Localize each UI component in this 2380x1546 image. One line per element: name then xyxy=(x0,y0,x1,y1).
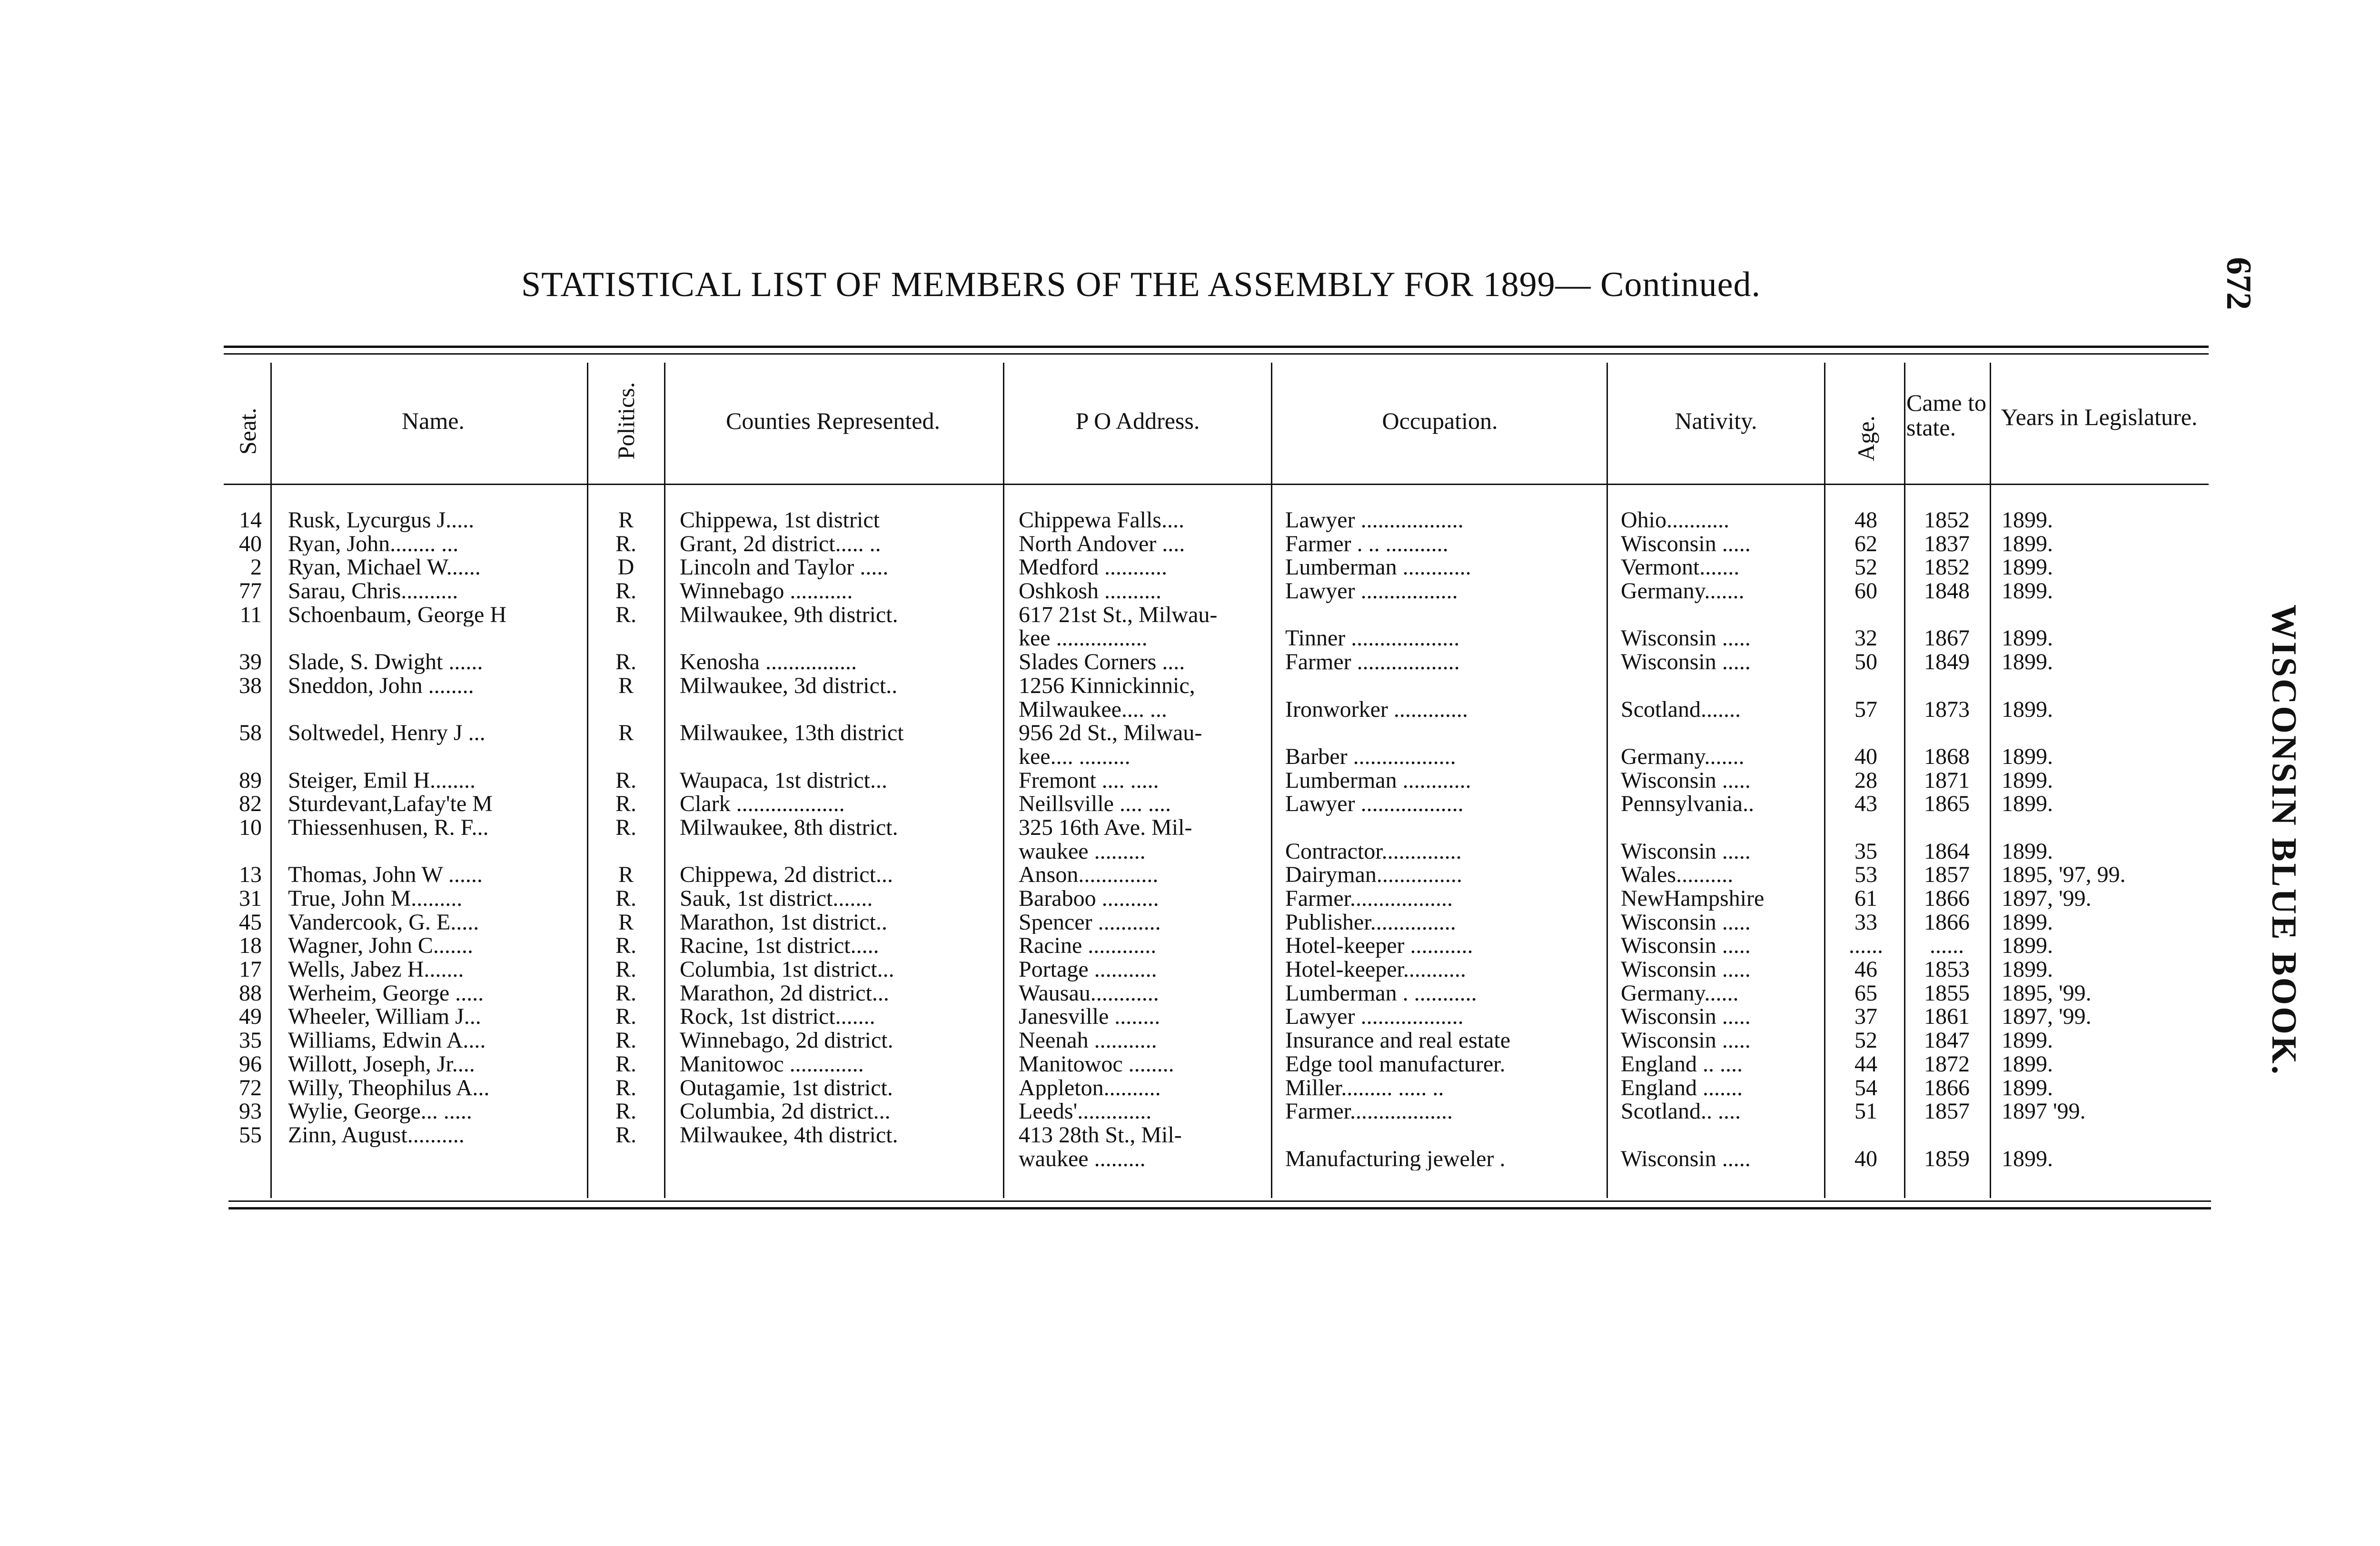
name-cell: Vandercook, G. E..... xyxy=(288,910,479,934)
years-cell: 1897, '99. xyxy=(2002,887,2092,911)
came-to-state-cell: 1855 xyxy=(1924,981,1970,1005)
age-cell: 37 xyxy=(1854,1005,1877,1029)
nativity-cell: Wisconsin ..... xyxy=(1621,532,1751,556)
nativity-cell: Scotland.. .... xyxy=(1621,1100,1741,1123)
county-cell: Columbia, 2d district... xyxy=(680,1100,891,1123)
name-cell: Thiessenhusen, R. F... xyxy=(288,815,489,840)
years-cell: 1899. xyxy=(2002,1076,2053,1100)
age-cell: 48 xyxy=(1854,508,1877,532)
years-cell: 1899. xyxy=(2002,555,2053,580)
county-cell: Winnebago ........... xyxy=(680,579,853,603)
politics-cell: R xyxy=(618,508,634,532)
nativity-cell: Wisconsin ..... xyxy=(1621,1029,1751,1052)
table-row xyxy=(0,532,2380,556)
nativity-cell: NewHampshire xyxy=(1621,887,1765,911)
table-row xyxy=(0,603,2380,627)
header-nativity: Nativity. xyxy=(1675,407,1757,434)
years-cell: 1899. xyxy=(2002,508,2053,532)
po-address-cell: Milwaukee.... ... xyxy=(1019,697,1167,722)
name-cell: True, John M......... xyxy=(288,887,463,911)
years-cell: 1897 '99. xyxy=(2002,1100,2086,1123)
table-row xyxy=(0,698,2380,722)
politics-cell: R. xyxy=(615,815,636,840)
politics-cell: R. xyxy=(615,1123,636,1147)
name-cell: Williams, Edwin A.... xyxy=(288,1029,486,1052)
occupation-cell: Miller......... ..... .. xyxy=(1285,1076,1444,1100)
nativity-cell: Wisconsin ..... xyxy=(1621,1147,1751,1171)
politics-cell: R. xyxy=(615,792,636,816)
age-cell: 35 xyxy=(1854,839,1877,863)
nativity-cell: Germany....... xyxy=(1621,744,1745,769)
occupation-cell: Farmer.................. xyxy=(1285,887,1453,911)
came-to-state-cell: 1867 xyxy=(1924,626,1970,651)
name-cell: Schoenbaum, George H xyxy=(288,603,506,627)
politics-cell: R. xyxy=(615,1076,636,1100)
politics-cell: R. xyxy=(615,887,636,911)
occupation-cell: Lawyer .................. xyxy=(1285,508,1464,532)
politics-cell: D xyxy=(617,555,635,580)
came-to-state-cell: 1852 xyxy=(1924,555,1970,580)
po-address-cell: Fremont .... ..... xyxy=(1019,768,1159,793)
seat-cell: 2 xyxy=(250,555,262,580)
county-cell: Milwaukee, 3d district.. xyxy=(680,674,898,698)
seat-cell: 10 xyxy=(239,815,262,840)
county-cell: Winnebago, 2d district. xyxy=(680,1029,893,1052)
county-cell: Milwaukee, 9th district. xyxy=(680,603,898,627)
seat-cell: 72 xyxy=(239,1076,262,1100)
po-address-cell: 956 2d St., Milwau- xyxy=(1019,721,1202,745)
po-address-cell: Anson.............. xyxy=(1019,863,1159,887)
years-cell: 1899. xyxy=(2002,1052,2053,1076)
table-row xyxy=(0,674,2380,698)
table-row xyxy=(0,626,2380,650)
name-cell: Willott, Joseph, Jr.... xyxy=(288,1052,475,1076)
occupation-cell: Lawyer .................. xyxy=(1285,1005,1464,1029)
age-cell: 40 xyxy=(1854,744,1877,769)
county-cell: Columbia, 1st district... xyxy=(680,958,894,981)
nativity-cell: Wisconsin ..... xyxy=(1621,768,1751,793)
age-cell: 52 xyxy=(1854,555,1877,580)
years-cell: 1897, '99. xyxy=(2002,1005,2092,1029)
occupation-cell: Farmer . .. ........... xyxy=(1285,532,1448,556)
occupation-cell: Contractor.............. xyxy=(1285,839,1462,863)
politics-cell: R. xyxy=(615,579,636,603)
page-number: 672 xyxy=(2219,257,2258,310)
occupation-cell: Lumberman ............ xyxy=(1285,555,1471,580)
years-cell: 1899. xyxy=(2002,768,2053,793)
came-to-state-cell: 1866 xyxy=(1924,910,1970,934)
header-po-address: P O Address. xyxy=(1075,407,1200,434)
name-cell: Soltwedel, Henry J ... xyxy=(288,721,486,745)
years-cell: 1899. xyxy=(2002,697,2053,722)
seat-cell: 88 xyxy=(239,981,262,1005)
occupation-cell: Publisher............... xyxy=(1285,910,1456,934)
age-cell: 65 xyxy=(1854,981,1877,1005)
po-address-cell: Janesville ........ xyxy=(1019,1005,1160,1029)
years-cell: 1899. xyxy=(2002,744,2053,769)
came-to-state-cell: 1852 xyxy=(1924,508,1970,532)
years-cell: 1899. xyxy=(2002,839,2053,863)
occupation-cell: Edge tool manufacturer. xyxy=(1285,1052,1506,1076)
county-cell: Marathon, 2d district... xyxy=(680,981,889,1005)
po-address-cell: Neenah ........... xyxy=(1019,1029,1157,1052)
came-to-state-cell: 1857 xyxy=(1924,1100,1970,1123)
age-cell: ...... xyxy=(1849,934,1883,958)
came-to-state-cell: 1872 xyxy=(1924,1052,1970,1076)
name-cell: Werheim, George ..... xyxy=(288,981,484,1005)
header-seat: Seat. xyxy=(234,407,261,455)
po-address-cell: Portage ........... xyxy=(1019,958,1157,981)
table-row xyxy=(0,1029,2380,1052)
occupation-cell: Ironworker ............. xyxy=(1285,697,1468,722)
politics-cell: R. xyxy=(615,650,636,674)
age-cell: 54 xyxy=(1854,1076,1877,1100)
years-cell: 1899. xyxy=(2002,579,2053,603)
came-to-state-cell: 1837 xyxy=(1924,532,1970,556)
name-cell: Willy, Theophilus A... xyxy=(288,1076,490,1100)
county-cell: Milwaukee, 13th district xyxy=(680,721,904,745)
header-counties: Counties Represented. xyxy=(726,407,940,434)
came-to-state-cell: 1866 xyxy=(1924,1076,1970,1100)
po-address-cell: Baraboo .......... xyxy=(1019,887,1159,911)
years-cell: 1899. xyxy=(2002,626,2053,651)
nativity-cell: Germany....... xyxy=(1621,579,1745,603)
table-row xyxy=(0,1076,2380,1100)
nativity-cell: Wisconsin ..... xyxy=(1621,839,1751,863)
nativity-cell: Scotland....... xyxy=(1621,697,1741,722)
po-address-cell: Slades Corners .... xyxy=(1019,650,1185,674)
county-cell: Racine, 1st district..... xyxy=(680,934,879,958)
came-to-state-cell: 1859 xyxy=(1924,1147,1970,1171)
seat-cell: 45 xyxy=(239,910,262,934)
county-cell: Waupaca, 1st district... xyxy=(680,768,888,793)
top-rule-2 xyxy=(224,353,2209,355)
po-address-cell: Chippewa Falls.... xyxy=(1019,508,1184,532)
nativity-cell: Wisconsin ..... xyxy=(1621,958,1751,981)
seat-cell: 58 xyxy=(239,721,262,745)
po-address-cell: 617 21st St., Milwau- xyxy=(1019,603,1218,627)
seat-cell: 77 xyxy=(239,579,262,603)
seat-cell: 11 xyxy=(239,603,262,627)
occupation-cell: Tinner ................... xyxy=(1285,626,1460,651)
age-cell: 61 xyxy=(1854,887,1877,911)
age-cell: 50 xyxy=(1854,650,1877,674)
po-address-cell: kee ................ xyxy=(1019,626,1148,651)
seat-cell: 96 xyxy=(239,1052,262,1076)
came-to-state-cell: 1865 xyxy=(1924,792,1970,816)
came-to-state-cell: 1873 xyxy=(1924,697,1970,722)
seat-cell: 17 xyxy=(239,958,262,981)
seat-cell: 31 xyxy=(239,887,262,911)
years-cell: 1899. xyxy=(2002,650,2053,674)
header-rule xyxy=(224,484,2209,485)
name-cell: Sturdevant,Lafay'te M xyxy=(288,792,493,816)
years-cell: 1899. xyxy=(2002,532,2053,556)
running-side-title: WISCONSIN BLUE BOOK. xyxy=(2264,605,2303,1076)
politics-cell: R. xyxy=(615,1100,636,1123)
name-cell: Ryan, Michael W...... xyxy=(288,555,481,580)
table-row xyxy=(0,816,2380,840)
age-cell: 28 xyxy=(1854,768,1877,793)
years-cell: 1899. xyxy=(2002,792,2053,816)
county-cell: Marathon, 1st district.. xyxy=(680,910,887,934)
table-row xyxy=(0,840,2380,863)
header-came-to-state: Came to state. xyxy=(1906,389,1987,441)
occupation-cell: Farmer.................. xyxy=(1285,1100,1453,1123)
table-row xyxy=(0,769,2380,793)
county-cell: Rock, 1st district....... xyxy=(680,1005,875,1029)
came-to-state-cell: ...... xyxy=(1930,934,1964,958)
came-to-state-cell: 1849 xyxy=(1924,650,1970,674)
po-address-cell: Appleton.......... xyxy=(1019,1076,1161,1100)
politics-cell: R xyxy=(618,910,634,934)
table-row xyxy=(0,745,2380,769)
nativity-cell: Vermont....... xyxy=(1621,555,1740,580)
age-cell: 52 xyxy=(1854,1029,1877,1052)
came-to-state-cell: 1847 xyxy=(1924,1029,1970,1052)
occupation-cell: Manufacturing jeweler . xyxy=(1285,1147,1506,1171)
table-row xyxy=(0,650,2380,674)
table-row xyxy=(0,1100,2380,1123)
occupation-cell: Lawyer ................. xyxy=(1285,579,1458,603)
county-cell: Outagamie, 1st district. xyxy=(680,1076,893,1100)
came-to-state-cell: 1853 xyxy=(1924,958,1970,981)
years-cell: 1899. xyxy=(2002,910,2053,934)
age-cell: 44 xyxy=(1854,1052,1877,1076)
occupation-cell: Lawyer .................. xyxy=(1285,792,1464,816)
county-cell: Lincoln and Taylor ..... xyxy=(680,555,889,580)
page-title: STATISTICAL LIST OF MEMBERS OF THE ASSEMBLY FOR 1899— Continued. xyxy=(521,265,1761,304)
nativity-cell: Pennsylvania.. xyxy=(1621,792,1754,816)
age-cell: 60 xyxy=(1854,579,1877,603)
po-address-cell: Manitowoc ........ xyxy=(1019,1052,1174,1076)
po-address-cell: waukee ......... xyxy=(1019,1147,1146,1171)
po-address-cell: Oshkosh .......... xyxy=(1019,579,1162,603)
county-cell: Milwaukee, 4th district. xyxy=(680,1123,898,1147)
age-cell: 32 xyxy=(1854,626,1877,651)
came-to-state-cell: 1866 xyxy=(1924,887,1970,911)
nativity-cell: Wisconsin ..... xyxy=(1621,934,1751,958)
name-cell: Thomas, John W ...... xyxy=(288,863,483,887)
seat-cell: 40 xyxy=(239,532,262,556)
table-row xyxy=(0,508,2380,532)
bottom-rule xyxy=(228,1200,2211,1202)
table-row xyxy=(0,934,2380,958)
age-cell: 62 xyxy=(1854,532,1877,556)
nativity-cell: England .. .... xyxy=(1621,1052,1743,1076)
name-cell: Wagner, John C....... xyxy=(288,934,473,958)
county-cell: Clark ................... xyxy=(680,792,845,816)
politics-cell: R. xyxy=(615,958,636,981)
name-cell: Ryan, John........ ... xyxy=(288,532,459,556)
table-row xyxy=(0,911,2380,934)
years-cell: 1899. xyxy=(2002,934,2053,958)
seat-cell: 55 xyxy=(239,1123,262,1147)
occupation-cell: Dairyman............... xyxy=(1285,863,1462,887)
age-cell: 46 xyxy=(1854,958,1877,981)
table-row xyxy=(0,792,2380,816)
age-cell: 51 xyxy=(1854,1100,1877,1123)
politics-cell: R xyxy=(618,863,634,887)
name-cell: Steiger, Emil H........ xyxy=(288,768,476,793)
came-to-state-cell: 1848 xyxy=(1924,579,1970,603)
years-cell: 1895, '99. xyxy=(2002,981,2092,1005)
po-address-cell: waukee ......... xyxy=(1019,839,1146,863)
nativity-cell: Germany...... xyxy=(1621,981,1739,1005)
table-row xyxy=(0,1052,2380,1076)
header-occupation: Occupation. xyxy=(1382,407,1498,434)
table-row xyxy=(0,1147,2380,1171)
came-to-state-cell: 1864 xyxy=(1924,839,1970,863)
seat-cell: 18 xyxy=(239,934,262,958)
seat-cell: 13 xyxy=(239,863,262,887)
years-cell: 1899. xyxy=(2002,1029,2053,1052)
table-row xyxy=(0,1005,2380,1029)
politics-cell: R. xyxy=(615,532,636,556)
came-to-state-cell: 1871 xyxy=(1924,768,1970,793)
politics-cell: R. xyxy=(615,1029,636,1052)
table-row xyxy=(0,1123,2380,1147)
occupation-cell: Farmer .................. xyxy=(1285,650,1460,674)
name-cell: Rusk, Lycurgus J..... xyxy=(288,508,475,532)
header-name: Name. xyxy=(402,407,465,434)
po-address-cell: 325 16th Ave. Mil- xyxy=(1019,815,1192,840)
years-cell: 1899. xyxy=(2002,958,2053,981)
table-row xyxy=(0,887,2380,911)
nativity-cell: Wisconsin ..... xyxy=(1621,626,1751,651)
county-cell: Milwaukee, 8th district. xyxy=(680,815,898,840)
seat-cell: 89 xyxy=(239,768,262,793)
po-address-cell: Wausau............ xyxy=(1019,981,1159,1005)
seat-cell: 93 xyxy=(239,1100,262,1123)
county-cell: Manitowoc ............. xyxy=(680,1052,864,1076)
years-cell: 1899. xyxy=(2002,1147,2053,1171)
occupation-cell: Hotel-keeper........... xyxy=(1285,958,1466,981)
name-cell: Wells, Jabez H....... xyxy=(288,958,464,981)
name-cell: Sarau, Chris.......... xyxy=(288,579,458,603)
nativity-cell: England ....... xyxy=(1621,1076,1743,1100)
politics-cell: R. xyxy=(615,1005,636,1029)
age-cell: 57 xyxy=(1854,697,1877,722)
seat-cell: 82 xyxy=(239,792,262,816)
politics-cell: R. xyxy=(615,934,636,958)
seat-cell: 14 xyxy=(239,508,262,532)
top-rule xyxy=(224,346,2209,348)
county-cell: Kenosha ................ xyxy=(680,650,857,674)
politics-cell: R xyxy=(618,674,634,698)
occupation-cell: Lumberman . ........... xyxy=(1285,981,1477,1005)
po-address-cell: 413 28th St., Mil- xyxy=(1019,1123,1182,1147)
occupation-cell: Insurance and real estate xyxy=(1285,1029,1511,1052)
came-to-state-cell: 1861 xyxy=(1924,1005,1970,1029)
seat-cell: 38 xyxy=(239,674,262,698)
age-cell: 40 xyxy=(1854,1147,1877,1171)
table-row xyxy=(0,958,2380,981)
name-cell: Wylie, George... ..... xyxy=(288,1100,472,1123)
po-address-cell: Spencer ........... xyxy=(1019,910,1161,934)
county-cell: Grant, 2d district..... .. xyxy=(680,532,881,556)
table-row xyxy=(0,721,2380,745)
politics-cell: R. xyxy=(615,1052,636,1076)
po-address-cell: 1256 Kinnickinnic, xyxy=(1019,674,1195,698)
po-address-cell: North Andover .... xyxy=(1019,532,1185,556)
politics-cell: R. xyxy=(615,603,636,627)
age-cell: 33 xyxy=(1854,910,1877,934)
name-cell: Zinn, August.......... xyxy=(288,1123,465,1147)
seat-cell: 39 xyxy=(239,650,262,674)
table-body xyxy=(0,508,2380,1170)
seat-cell: 49 xyxy=(239,1005,262,1029)
header-years-in-legislature: Years in Legislature. xyxy=(2001,404,2198,430)
nativity-cell: Wisconsin ..... xyxy=(1621,910,1751,934)
po-address-cell: Neillsville .... .... xyxy=(1019,792,1171,816)
nativity-cell: Ohio........... xyxy=(1621,508,1729,532)
occupation-cell: Barber .................. xyxy=(1285,744,1456,769)
bottom-rule-2 xyxy=(228,1207,2211,1209)
table-row xyxy=(0,981,2380,1005)
seat-cell: 35 xyxy=(239,1029,262,1052)
table-row xyxy=(0,555,2380,579)
years-cell: 1895, '97, 99. xyxy=(2002,863,2126,887)
age-cell: 43 xyxy=(1854,792,1877,816)
politics-cell: R xyxy=(618,721,634,745)
name-cell: Slade, S. Dwight ...... xyxy=(288,650,483,674)
po-address-cell: Racine ............ xyxy=(1019,934,1157,958)
po-address-cell: Medford ........... xyxy=(1019,555,1167,580)
came-to-state-cell: 1868 xyxy=(1924,744,1970,769)
politics-cell: R. xyxy=(615,981,636,1005)
header-age: Age. xyxy=(1853,416,1879,461)
po-address-cell: Leeds'............. xyxy=(1019,1100,1152,1123)
nativity-cell: Wales.......... xyxy=(1621,863,1734,887)
header-politics: Politics. xyxy=(613,382,639,460)
county-cell: Sauk, 1st district....... xyxy=(680,887,873,911)
po-address-cell: kee.... ......... xyxy=(1019,744,1130,769)
nativity-cell: Wisconsin ..... xyxy=(1621,1005,1751,1029)
occupation-cell: Hotel-keeper ........... xyxy=(1285,934,1473,958)
name-cell: Wheeler, William J... xyxy=(288,1005,481,1029)
county-cell: Chippewa, 1st district xyxy=(680,508,880,532)
table-row xyxy=(0,863,2380,887)
occupation-cell: Lumberman ............ xyxy=(1285,768,1471,793)
county-cell: Chippewa, 2d district... xyxy=(680,863,893,887)
age-cell: 53 xyxy=(1854,863,1877,887)
name-cell: Sneddon, John ........ xyxy=(288,674,474,698)
nativity-cell: Wisconsin ..... xyxy=(1621,650,1751,674)
politics-cell: R. xyxy=(615,768,636,793)
came-to-state-cell: 1857 xyxy=(1924,863,1970,887)
table-row xyxy=(0,579,2380,603)
